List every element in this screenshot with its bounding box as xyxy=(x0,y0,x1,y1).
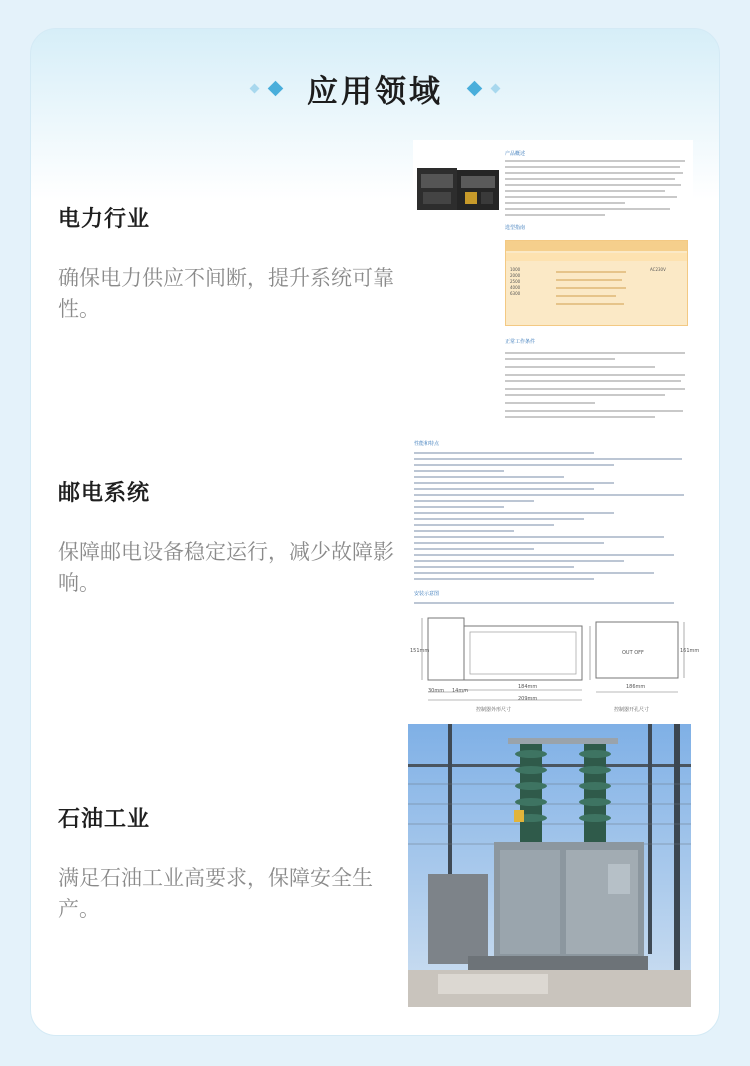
title-row xyxy=(0,58,750,118)
page-title: 应用领域 xyxy=(307,73,443,110)
substation-photo xyxy=(408,724,691,1007)
section-heading: 电力行业 xyxy=(58,207,151,232)
section-petroleum xyxy=(58,802,403,925)
section-description: 满足石油工业高要求，保障安全生产。 xyxy=(58,866,373,921)
brochure-heading-conditions: 正常工作条件 xyxy=(505,339,536,345)
dimension-label: 186mm xyxy=(626,684,646,690)
diamond-decoration-icon xyxy=(491,83,501,93)
table-control: AC230V xyxy=(650,267,666,272)
dimension-label: 30mm xyxy=(428,688,445,694)
diamond-decoration-icon xyxy=(250,83,260,93)
dimension-drawing xyxy=(408,606,691,716)
section-description: 保障邮电设备稳定运行，减少故障影响。 xyxy=(58,540,394,595)
installation-diagram-image xyxy=(408,434,700,713)
dimension-label: 209mm xyxy=(518,696,538,702)
dimension-label: 161mm xyxy=(680,648,700,654)
brochure-heading-selection: 选型指南 xyxy=(505,225,526,231)
caption-left: 控制器外形尺寸 xyxy=(476,707,512,713)
product-brochure-image xyxy=(413,140,693,428)
dimension-label: 184mm xyxy=(518,684,538,690)
section-telecom xyxy=(58,476,403,599)
section-heading: 邮电系统 xyxy=(58,481,151,506)
caption-right: 控制器开孔尺寸 xyxy=(614,707,650,713)
diamond-decoration-icon xyxy=(467,80,483,96)
dimension-label: 14mm xyxy=(452,688,469,694)
section-description: 确保电力供应不间断，提升系统可靠性。 xyxy=(58,266,394,321)
table-currents: 1000 2000 2500 4000 6300 xyxy=(510,267,521,296)
panel-label: OUT OFF xyxy=(622,650,644,656)
substation-graphic xyxy=(408,724,691,1007)
brochure-heading-install: 安装示意图 xyxy=(414,591,440,597)
dimension-label: 151mm xyxy=(410,648,430,654)
section-power xyxy=(58,202,403,325)
selection-table xyxy=(505,240,688,326)
brochure-heading-overview: 产品概述 xyxy=(505,151,526,157)
brochure-heading-features: 性能和特点 xyxy=(414,441,440,447)
section-heading: 石油工业 xyxy=(58,807,151,832)
diamond-decoration-icon xyxy=(268,80,284,96)
